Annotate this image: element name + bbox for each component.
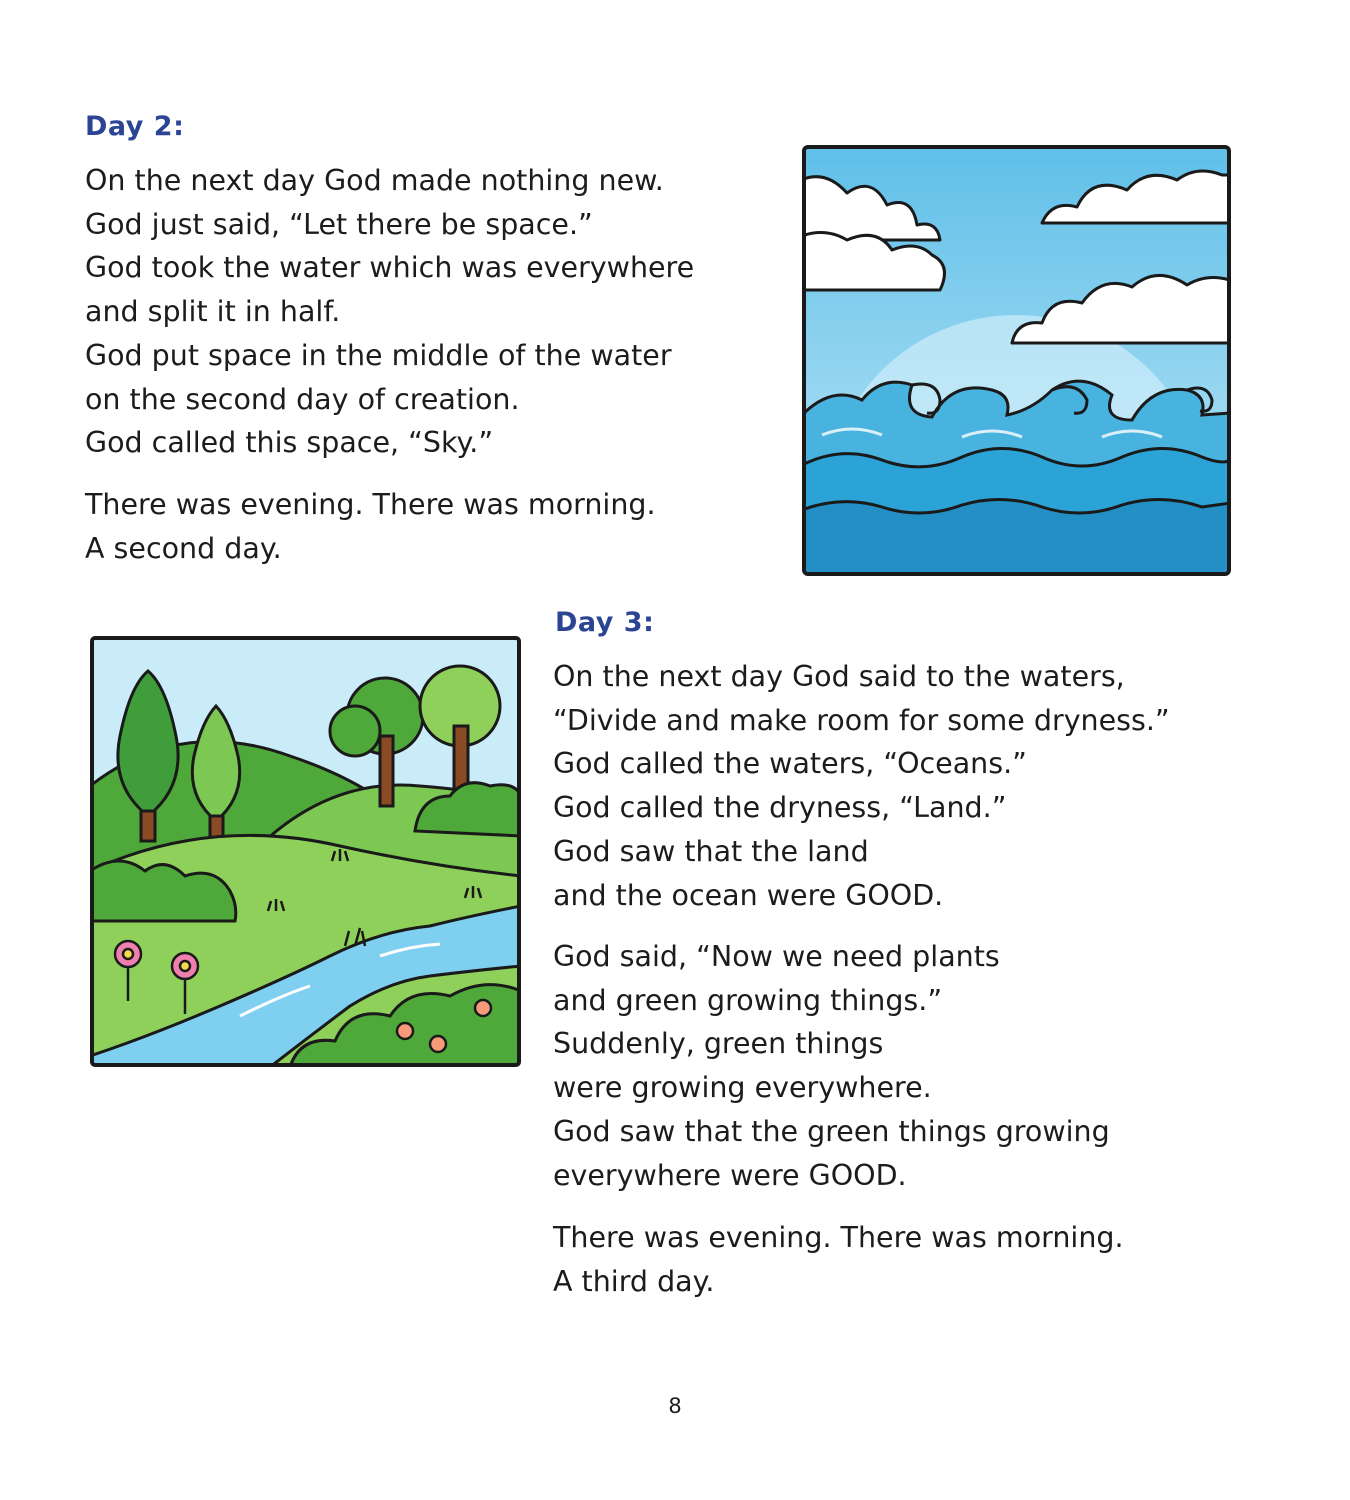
- day-2-paragraph-1: [85, 159, 694, 465]
- day-3-paragraph-2: [553, 935, 1110, 1197]
- text-line: God saw that the land: [553, 834, 869, 868]
- page-number: 8: [668, 1394, 682, 1418]
- text-line: There was evening. There was morning.: [85, 488, 656, 521]
- text-line: God called this space, “Sky.”: [85, 426, 494, 460]
- text-line: God took the water which was everywhere: [85, 251, 695, 285]
- text-line: Suddenly, green things: [553, 1027, 884, 1061]
- text-line: God said, “Now we need plants: [553, 940, 1000, 973]
- text-line: There was evening. There was morning.: [553, 1221, 1124, 1254]
- text-line: God called the waters, “Oceans.”: [553, 747, 1027, 781]
- text-line: God just said, “Let there be space.”: [85, 207, 593, 241]
- text-line: everywhere were GOOD.: [553, 1158, 907, 1192]
- text-line: and the ocean were GOOD.: [553, 878, 944, 912]
- sky-and-waves-illustration: [802, 145, 1231, 576]
- text-line: God saw that the green things growing: [553, 1114, 1110, 1148]
- day-3-paragraph-1: [553, 655, 1170, 917]
- day-2-heading: Day 2:: [85, 111, 185, 142]
- text-line: “Divide and make room for some dryness.”: [553, 703, 1170, 737]
- text-line: On the next day God made nothing new.: [85, 164, 664, 197]
- text-line: and green growing things.”: [553, 983, 943, 1017]
- day-2-paragraph-2: [85, 483, 656, 570]
- land-trees-river-illustration: [90, 636, 521, 1067]
- text-line: and split it in half.: [85, 295, 341, 329]
- text-line: were growing everywhere.: [553, 1071, 932, 1105]
- text-line: on the second day of creation.: [85, 382, 520, 416]
- text-line: A second day.: [85, 531, 282, 565]
- day-3-heading: Day 3:: [555, 607, 655, 638]
- text-line: A third day.: [553, 1264, 715, 1298]
- text-line: God put space in the middle of the water: [85, 338, 672, 372]
- text-line: On the next day God said to the waters,: [553, 660, 1125, 693]
- text-line: God called the dryness, “Land.”: [553, 791, 1007, 825]
- day-3-paragraph-3: [553, 1216, 1124, 1303]
